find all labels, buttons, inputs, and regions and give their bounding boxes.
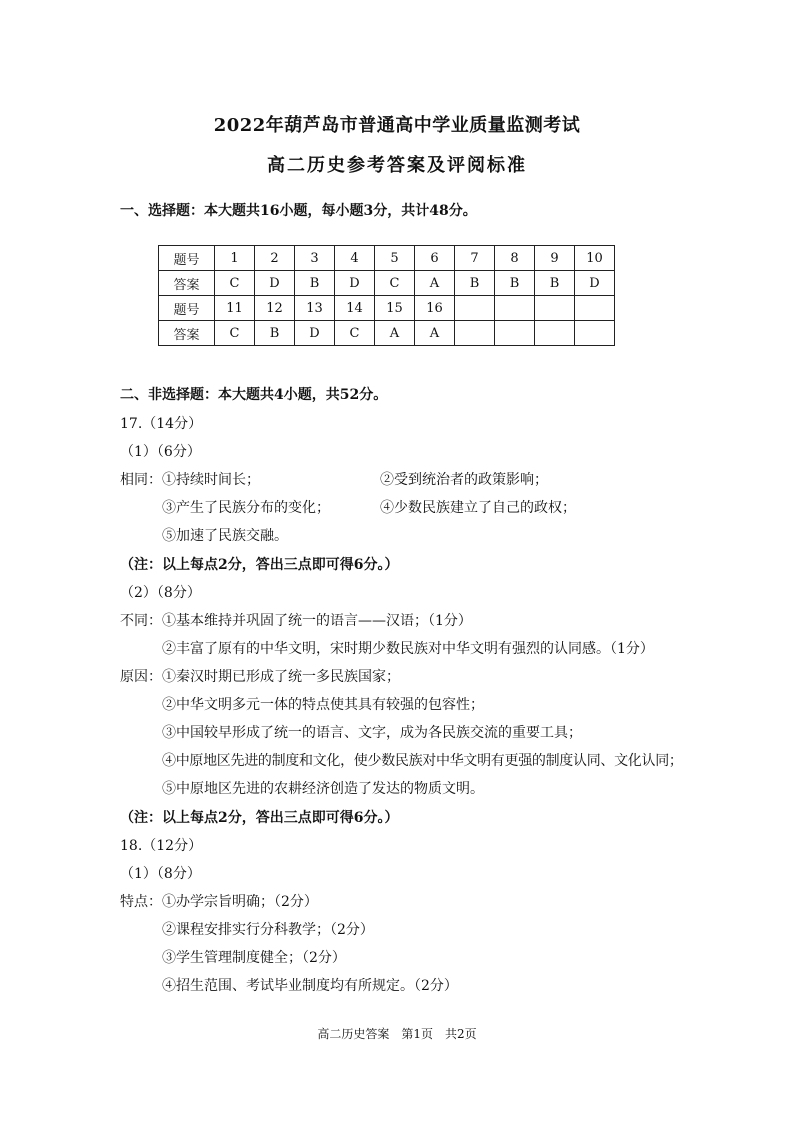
answer-table-cell: B: [255, 321, 295, 346]
reason-label: 原因：: [120, 669, 162, 685]
q17-same-row1: [120, 470, 260, 490]
section2-heading: 二、非选择题：本大题共4小题，共52分。: [120, 387, 388, 403]
answer-table-cell: 10: [575, 246, 615, 271]
answer-table-cell: [535, 321, 575, 346]
reason-point-4: ④中原地区先进的制度和文化，使少数民族对中华文明有更强的制度认同、文化认同；: [162, 753, 683, 769]
answer-table-row-header: 题号: [159, 296, 215, 321]
diff-point-2: ②丰富了原有的中华文明，宋时期少数民族对中华文明有强烈的认同感。（1分）: [162, 641, 654, 657]
answer-table-cell: 9: [535, 246, 575, 271]
diff-label: 不同：: [120, 613, 162, 629]
answer-table-cell: 8: [495, 246, 535, 271]
answer-table-cell: 1: [215, 246, 255, 271]
answer-table-cell: A: [375, 321, 415, 346]
answer-table-cell: [535, 296, 575, 321]
answer-table-cell: [495, 321, 535, 346]
feature-point-3: ③学生管理制度健全；（2分）: [162, 950, 346, 966]
answer-table: [158, 245, 615, 346]
answer-table-cell: 2: [255, 246, 295, 271]
feature-point-4: ④招生范围、考试毕业制度均有所规定。（2分）: [162, 978, 458, 994]
answer-table-cell: 13: [295, 296, 335, 321]
same-point-2: ②受到统治者的政策影响；: [380, 472, 548, 488]
feature-point-2: ②课程安排实行分科教学；（2分）: [162, 922, 374, 938]
answer-table-cell: 5: [375, 246, 415, 271]
answer-table-cell: C: [215, 271, 255, 296]
same-point-4: ④少数民族建立了自己的政权；: [380, 500, 576, 516]
q18-label: 18.（12分）: [120, 838, 203, 854]
answer-table-cell: 7: [455, 246, 495, 271]
answer-table-cell: D: [255, 271, 295, 296]
answer-table-cell: [455, 296, 495, 321]
same-point-5: ⑤加速了民族交融。: [162, 528, 288, 544]
page-footer: 高二历史答案 第1页 共2页: [317, 1027, 477, 1041]
same-point-1: ①持续时间长；: [162, 472, 260, 488]
answer-table-cell: [575, 296, 615, 321]
q17-part1-note: （注：以上每点2分，答出三点即可得6分。）: [120, 557, 399, 573]
q17-label: 17.（14分）: [120, 416, 203, 432]
answer-table-cell: B: [495, 271, 535, 296]
answer-table-cell: C: [375, 271, 415, 296]
answer-table-cell: 11: [215, 296, 255, 321]
answer-table-cell: 3: [295, 246, 335, 271]
answer-table-cell: 4: [335, 246, 375, 271]
feature-point-1: ①办学宗旨明确；（2分）: [162, 894, 318, 910]
answer-table-cell: B: [535, 271, 575, 296]
diff-row1: [120, 611, 472, 631]
answer-table-row-header: 答案: [159, 321, 215, 346]
answer-table-cell: A: [415, 271, 455, 296]
answer-table-cell: [575, 321, 615, 346]
answer-table-cell: B: [295, 271, 335, 296]
reason-point-3: ③中国较早形成了统一的语言、文字，成为各民族交流的重要工具；: [162, 725, 582, 741]
q17-part2-label: （2）（8分）: [120, 585, 201, 601]
reason-point-5: ⑤中原地区先进的农耕经济创造了发达的物质文明。: [162, 781, 484, 797]
q17-part2-note: （注：以上每点2分，答出三点即可得6分。）: [120, 810, 399, 826]
answer-table-cell: D: [575, 271, 615, 296]
answer-table-cell: C: [335, 321, 375, 346]
answer-table-row: [159, 246, 615, 271]
answer-table-row: [159, 271, 615, 296]
same-label: 相同：: [120, 472, 162, 488]
answer-table-cell: B: [455, 271, 495, 296]
answer-table-cell: 14: [335, 296, 375, 321]
q18-part1-label: （1）（8分）: [120, 866, 201, 882]
reason-point-2: ②中华文明多元一体的特点使其具有较强的包容性；: [162, 697, 484, 713]
answer-table-cell: 12: [255, 296, 295, 321]
feature-label: 特点：: [120, 894, 162, 910]
answer-table-row: [159, 296, 615, 321]
reason-row1: [120, 667, 400, 687]
answer-table-row-header: 题号: [159, 246, 215, 271]
same-point-3: ③产生了民族分布的变化；: [162, 500, 330, 516]
answer-table-cell: D: [335, 271, 375, 296]
reason-point-1: ①秦汉时期已形成了统一多民族国家；: [162, 669, 400, 685]
answer-table-cell: A: [415, 321, 455, 346]
answer-table-row: [159, 321, 615, 346]
diff-point-1: ①基本维持并巩固了统一的语言——汉语；（1分）: [162, 613, 472, 629]
answer-table-cell: D: [295, 321, 335, 346]
answer-table-row-header: 答案: [159, 271, 215, 296]
answer-table-cell: [455, 321, 495, 346]
answer-table-cell: 15: [375, 296, 415, 321]
feature-row1: [120, 892, 318, 912]
answer-table-cell: [495, 296, 535, 321]
answer-table-cell: 6: [415, 246, 455, 271]
document-subtitle: 高二历史参考答案及评阅标准: [267, 155, 527, 176]
q17-part1-label: （1）（6分）: [120, 444, 201, 460]
document-title: 2022年葫芦岛市普通高中学业质量监测考试: [213, 115, 581, 136]
answer-table-cell: 16: [415, 296, 455, 321]
section1-heading: 一、选择题：本大题共16小题，每小题3分，共计48分。: [120, 203, 477, 219]
answer-table-cell: C: [215, 321, 255, 346]
